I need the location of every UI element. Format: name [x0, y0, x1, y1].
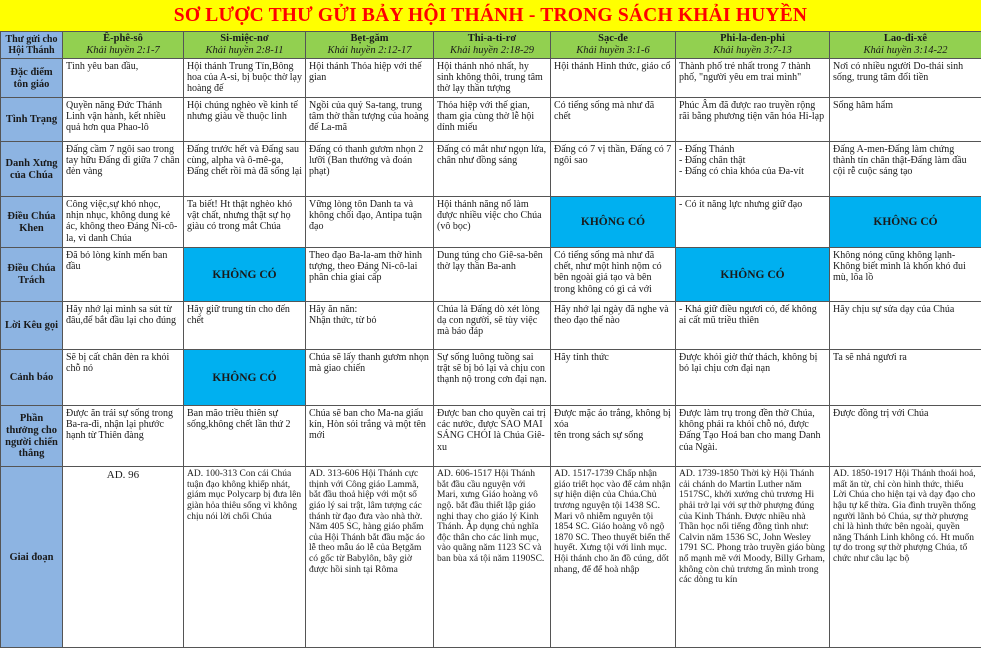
- none-badge: KHÔNG CÓ: [184, 350, 306, 406]
- table-row: [1, 98, 981, 142]
- table-row: [1, 142, 981, 197]
- row-header: Điều Chúa Khen: [1, 197, 63, 248]
- row-header: Đặc điểm tôn giáo: [1, 59, 63, 98]
- table-row: [1, 406, 981, 467]
- church-ref: Khải huyền 2:1-7: [86, 45, 160, 56]
- church-ref: Khải huyền 2:8-11: [205, 45, 284, 56]
- none-badge: KHÔNG CÓ: [184, 248, 306, 302]
- table-cell: Đấng có 7 vị thần, Đấng có 7 ngôi sao: [551, 142, 676, 197]
- table-cell: Sự sống luông tuồng sai trật sẽ bị bỏ lại và chịu con thạnh nộ trong cơn đại nạn.: [434, 350, 551, 406]
- table-cell: Thành phố trẻ nhất trong 7 thành phố, "người yêu em trai mình": [676, 59, 830, 98]
- table-cell: Có tiếng sống mà như đã chết, như một hình nộm có bên ngoài giả tạo và bên trong không có gì cả với: [551, 248, 676, 302]
- none-badge: KHÔNG CÓ: [551, 197, 676, 248]
- church-name: Thi-a-ti-rơ: [467, 33, 517, 45]
- table-cell: Ta sẽ nhả ngươi ra: [830, 350, 981, 406]
- row-header: Điều Chúa Trách: [1, 248, 63, 302]
- table-cell: AD. 100-313 Con cái Chúa tuận đạo không khiếp nhát, giám mục Polycarp bị đưa lên giàn hỏa thiêu sống vì không chịu nói lời chối Chúa: [184, 467, 306, 648]
- table-cell: Sống hâm hẩm: [830, 98, 981, 142]
- table-cell: Hội thánh Hình thức, giáo cổ: [551, 59, 676, 98]
- header-row: [1, 32, 981, 59]
- corner-label: Thư gửi cho Hội Thánh: [1, 32, 63, 59]
- table-row: [1, 350, 981, 406]
- table-cell: Hãy ăn năn: Nhận thức, từ bỏ: [306, 302, 434, 350]
- table-cell: Hãy nhớ lại mình sa sút từ đâu,để bắt đầu lại cho đúng: [63, 302, 184, 350]
- row-header: Cảnh báo: [1, 350, 63, 406]
- table-cell: Hội thánh Thỏa hiệp với thế gian: [306, 59, 434, 98]
- church-header: [306, 32, 434, 59]
- table-cell: Phúc Âm đã được rao truyền rộng rãi bằng phương tiện văn hóa Hi-lạp: [676, 98, 830, 142]
- table-cell: Hội thánh năng nổ làm được nhiều việc cho Chúa (vô bọc): [434, 197, 551, 248]
- table-cell: Hãy tỉnh thức: [551, 350, 676, 406]
- table-cell: - Đấng Thánh - Đấng chân thật - Đấng có chìa khóa của Đa-vít: [676, 142, 830, 197]
- table-cell: Được mặc áo trắng, không bị xóa tên trong sách sự sống: [551, 406, 676, 467]
- row-header: Giai đoạn: [1, 467, 63, 648]
- table-cell: Không nóng cũng không lạnh-Không biết mình là khốn khó đui mù, lõa lồ: [830, 248, 981, 302]
- table-cell: Tình yêu ban đầu,: [63, 59, 184, 98]
- table-cell: Dung túng cho Giê-sa-bên thờ lạy thần Ba-anh: [434, 248, 551, 302]
- table-cell: AD. 606-1517 Hội Thánh bắt đầu cầu nguyện với Mari, xưng Giáo hoàng vô ngộ. bắt đầu thiết lập giáo nghi thay cho giáo lý Kinh Thánh. Áp dụng chủ nghĩa độc thân cho các linh mục, vào quãng năm 1123 SC và ban bùa xá tội năm 1190SC.: [434, 467, 551, 648]
- church-header: [434, 32, 551, 59]
- table-cell: Đấng A-men-Đấng làm chứng thành tín chân thật-Đấng làm đầu cội rễ cuộc sáng tạo: [830, 142, 981, 197]
- table-cell: Hãy nhớ lại ngày đã nghe và theo đạo thế nào: [551, 302, 676, 350]
- table-row: [1, 59, 981, 98]
- church-header: [551, 32, 676, 59]
- church-header: [184, 32, 306, 59]
- table-cell: Nơi có nhiều người Do-thái sinh sống, trung tâm đổi tiền: [830, 59, 981, 98]
- church-name: Ê-phê-sô: [103, 33, 143, 45]
- table-cell: Đấng có mắt như ngọn lửa, chân như đồng sáng: [434, 142, 551, 197]
- table-cell: Hội thánh nhỏ nhất, hy sinh không thôi, trung tâm thờ lạy thần tượng: [434, 59, 551, 98]
- church-header: [830, 32, 981, 59]
- church-ref: Khải huyền 2:12-17: [327, 45, 412, 56]
- table-cell: Được ban cho quyền cai trị các nước, được SAO MAI SÁNG CHÓI là Chúa Giê-xu: [434, 406, 551, 467]
- table-cell: Đấng có thanh gươm nhọn 2 lưỡi (Ban thưởng và đoán phạt): [306, 142, 434, 197]
- table-cell: Ngồi của quỷ Sa-tang, trung tâm thờ thần tượng của hoàng đế La-mã: [306, 98, 434, 142]
- church-name: Phi-la-đen-phi: [720, 33, 785, 45]
- table-cell: Đấng cầm 7 ngôi sao trong tay hữu Đấng đi giữa 7 chân đèn vàng: [63, 142, 184, 197]
- table-cell: Được khỏi giờ thử thách, không bị bỏ lại chịu cơn đại nạn: [676, 350, 830, 406]
- table-cell: Quyền năng Đức Thánh Linh vận hành, kết nhiều quả hơn qua Phao-lô: [63, 98, 184, 142]
- table-cell: Chúa sẽ lấy thanh gươm nhọn mà giao chiến: [306, 350, 434, 406]
- churches-table: [0, 31, 981, 648]
- table-cell: AD. 1517-1739 Chấp nhận giáo triết học vào để cảm nhận sự hiện diện của Chúa.Chủ trương nguyện tội 1438 SC. Mari vô nhiễm nguyên tội 1854 SC. Giáo hoàng vô ngộ 1870 SC. Theo thuyết biến thể huyết. Xưng tội với linh mục. Hội thánh cho ăn đồ cúng, dốt nhang, để để hoà nhập: [551, 467, 676, 648]
- table-cell: Đấng trước hết và Đấng sau cùng, alpha và ô-mê-ga, Đấng chết rồi mà đã sống lại: [184, 142, 306, 197]
- table-cell: Chúa sẽ ban cho Ma-na giấu kín, Hòn sỏi trắng và một tên mới: [306, 406, 434, 467]
- none-badge: KHÔNG CÓ: [676, 248, 830, 302]
- table-row: [1, 197, 981, 248]
- table-cell: Thỏa hiệp với thế gian, tham gia cùng thờ lễ hội dính miếu: [434, 98, 551, 142]
- table-cell: Ban mão triều thiên sự sống,không chết lần thứ 2: [184, 406, 306, 467]
- table-cell: AD. 313-606 Hội Thánh cực thịnh với Công giáo Lammã, bắt đầu thoả hiệp với một số giáo lý sai trật, lâm tượng các thánh từ đạo đưa vào nhà thờ. Năm 405 SC, hàng giáo phẩm của Hội Thánh bắt đầu mặc áo lễ theo mẫu áo lễ của Bẹtgăm có gốc từ Babylôn, bây giờ được hồi sinh tại Rôma: [306, 467, 434, 648]
- table-cell: Hãy giữ trung tín cho đến chết: [184, 302, 306, 350]
- table-cell: Ta biết! Ht thật nghèo khó vật chất, nhưng thật sự họ giàu có trong mắt Chúa: [184, 197, 306, 248]
- church-ref: Khải huyền 3:1-6: [576, 45, 650, 56]
- table-cell: Hội chúng nghèo về kinh tế nhưng giàu về thuộc linh: [184, 98, 306, 142]
- table-cell: Được ăn trái sự sống trong Ba-ra-đi, nhận lại phước hạnh từ Thiên đàng: [63, 406, 184, 467]
- page-title: SƠ LƯỢC THƯ GỬI BẢY HỘI THÁNH - TRONG SÁCH KHẢI HUYỀN: [0, 0, 981, 31]
- row-header: Danh Xưng của Chúa: [1, 142, 63, 197]
- table-row: [1, 248, 981, 302]
- table-cell: AD. 1739-1850 Thời kỳ Hội Thánh cải chánh do Martin Luther năm 1517SC, khởi xướng chủ trương Hi phải trở lại với sự thờ phượng đúng của Kinh Thánh. Được nhiều nhà Thần học nổi tiếng đồng tình như: Calvin năm 1536 SC, John Wesley 1791 SC. Phong trào truyền giáo bùng nổ mạnh mẽ với Moody, Billy Grham, không còn chủ trương ẩn mình trong các dòng tu kín: [676, 467, 830, 648]
- church-header: [676, 32, 830, 59]
- church-name: Si-miệc-nơ: [220, 33, 269, 45]
- table-cell: Chúa là Đấng dò xét lòng dạ con người, sẽ tùy việc mà báo đáp: [434, 302, 551, 350]
- church-header: [63, 32, 184, 59]
- church-name: Lao-đi-xê: [883, 33, 928, 45]
- table-cell: Công việc,sự khó nhọc, nhịn nhục, không dung kẻ ác, không theo Đảng Ni-cô-la, vì danh Chúa: [63, 197, 184, 248]
- church-ref: Khải huyền 2:18-29: [450, 45, 534, 56]
- church-ref: Khải huyền 3:7-13: [713, 45, 792, 56]
- table-cell: Có tiếng sống mà như đã chết: [551, 98, 676, 142]
- table-cell: AD. 1850-1917 Hội Thánh thoái hoá, mất ăn từ, chỉ còn hình thức, thiếu Lời Chúa cho hiện tại và dạy đạo cho hậu tự kế thừa. Gia đình truyền thống người lãnh bỏ Chúa, sự thờ phượng chỉ là hình thức bên ngoài, quyền năng Thánh Linh không có. Ht muốn tự do trong sự thờ phượng Chúa, tổ chức như câu lạc bộ: [830, 467, 981, 648]
- church-ref: Khải huyền 3:14-22: [863, 45, 948, 56]
- table-cell: - Có ít năng lực nhưng giữ đạo: [676, 197, 830, 248]
- table-cell: Hội thánh Trung Tín,Bông hoa của A-si, bị buộc thờ lạy hoàng đế: [184, 59, 306, 98]
- church-name: Bẹt-găm: [350, 33, 389, 45]
- table-cell: - Khá giữ điều ngươi có, để không ai cất mũ triều thiên: [676, 302, 830, 350]
- row-header: Phần thưởng cho người chiến thắng: [1, 406, 63, 467]
- table-cell: Đã bỏ lòng kính mến ban đầu: [63, 248, 184, 302]
- table-cell: Được làm trụ trong đền thờ Chúa, không phải ra khỏi chỗ nó, được Đấng Tạo Hoá ban cho mang Danh của Ngài.: [676, 406, 830, 467]
- table-row: [1, 302, 981, 350]
- table-cell: AD. 96: [63, 467, 184, 648]
- table-cell: Hãy chịu sự sửa dạy của Chúa: [830, 302, 981, 350]
- none-badge: KHÔNG CÓ: [830, 197, 981, 248]
- table-cell: Sẽ bị cất chân đèn ra khỏi chỗ nó: [63, 350, 184, 406]
- table-cell: Theo đạo Ba-la-am thờ hình tượng, theo Đảng Ni-cô-lai phân chia giai cấp: [306, 248, 434, 302]
- church-name: Sạc-đe: [598, 33, 628, 45]
- row-header: Tình Trạng: [1, 98, 63, 142]
- table-row: [1, 467, 981, 648]
- table-cell: Vững lòng tôn Danh ta và không chối đạo, Antipa tuận đạo: [306, 197, 434, 248]
- row-header: Lời Kêu gọi: [1, 302, 63, 350]
- table-cell: Được đồng trị với Chúa: [830, 406, 981, 467]
